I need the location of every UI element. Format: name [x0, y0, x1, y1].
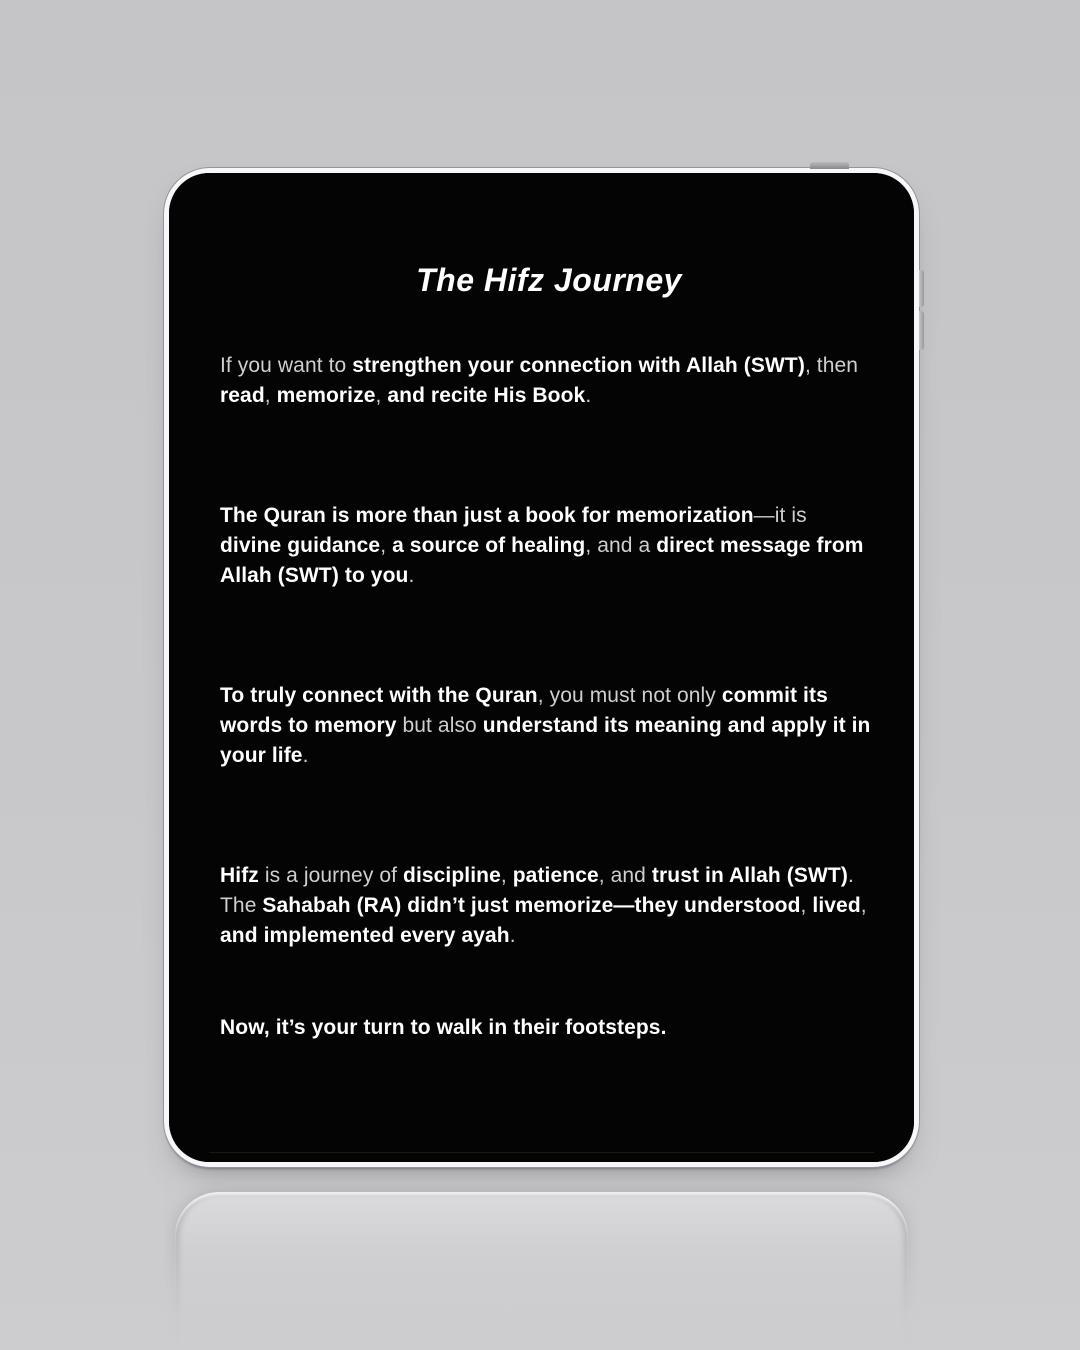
power-button: [810, 162, 849, 169]
bold-text-run: direct message from Allah (SWT) to you: [220, 534, 864, 587]
regular-text-run: .: [509, 924, 516, 947]
paragraph: [220, 1013, 872, 1043]
volume-down-button: [919, 311, 924, 350]
regular-text-run: ,: [375, 384, 388, 407]
bold-text-run: a source of healing: [392, 534, 586, 557]
bold-text-run: To truly connect with the Quran: [220, 684, 538, 707]
reflection-fade: [164, 1179, 919, 1350]
regular-text-run: ,: [800, 894, 813, 917]
regular-text-run: is a journey of: [258, 864, 404, 887]
paragraph: [220, 351, 872, 411]
bold-text-run: divine guidance: [220, 534, 381, 557]
bold-text-run: strengthen your connection with Allah (SWT): [352, 354, 805, 377]
paragraph: [220, 681, 872, 771]
regular-text-run: —it is: [753, 504, 807, 527]
regular-text-run: , then: [804, 354, 859, 377]
regular-text-run: .: [302, 744, 309, 767]
tablet-device: [164, 168, 919, 1167]
bold-text-run: lived: [812, 894, 861, 917]
regular-text-run: ,: [860, 894, 867, 917]
regular-text-run: . The: [220, 864, 854, 917]
bold-text-run: Hifz: [220, 864, 259, 887]
bold-text-run: trust in Allah (SWT): [651, 864, 848, 887]
paragraph: [220, 861, 872, 951]
regular-text-run: .: [408, 564, 415, 587]
regular-text-run: ,: [500, 864, 513, 887]
bold-text-run: The Quran is more than just a book for memorization: [220, 504, 754, 527]
bold-text-run: Sahabah (RA) didn’t just memorize—they understood: [262, 894, 801, 917]
page-title: The Hifz Journey: [416, 262, 682, 298]
regular-text-run: If you want to: [220, 354, 353, 377]
bold-text-run: commit its words to memory: [220, 684, 828, 737]
bold-text-run: memorize: [276, 384, 376, 407]
bold-text-run: Now, it’s your turn to walk in their footsteps.: [220, 1016, 667, 1039]
bold-text-run: patience: [512, 864, 599, 887]
regular-text-run: ,: [264, 384, 277, 407]
bold-text-run: and recite His Book: [387, 384, 586, 407]
regular-text-run: , you must not only: [537, 684, 722, 707]
regular-text-run: .: [585, 384, 592, 407]
tablet-reflection: [164, 1179, 919, 1350]
tablet-screen: [169, 173, 914, 1162]
bold-text-run: and implemented every ayah: [220, 924, 510, 947]
regular-text-run: , and a: [585, 534, 657, 557]
screen-edge-reflection-line: [209, 1152, 874, 1153]
paragraph: [220, 501, 872, 591]
volume-up-button: [919, 270, 924, 307]
regular-text-run: but also: [396, 714, 483, 737]
body-text: [220, 351, 878, 1043]
regular-text-run: , and: [598, 864, 652, 887]
bold-text-run: understand its meaning and apply it in your life: [220, 714, 871, 767]
bold-text-run: read: [220, 384, 265, 407]
regular-text-run: ,: [380, 534, 393, 557]
bold-text-run: discipline: [403, 864, 501, 887]
